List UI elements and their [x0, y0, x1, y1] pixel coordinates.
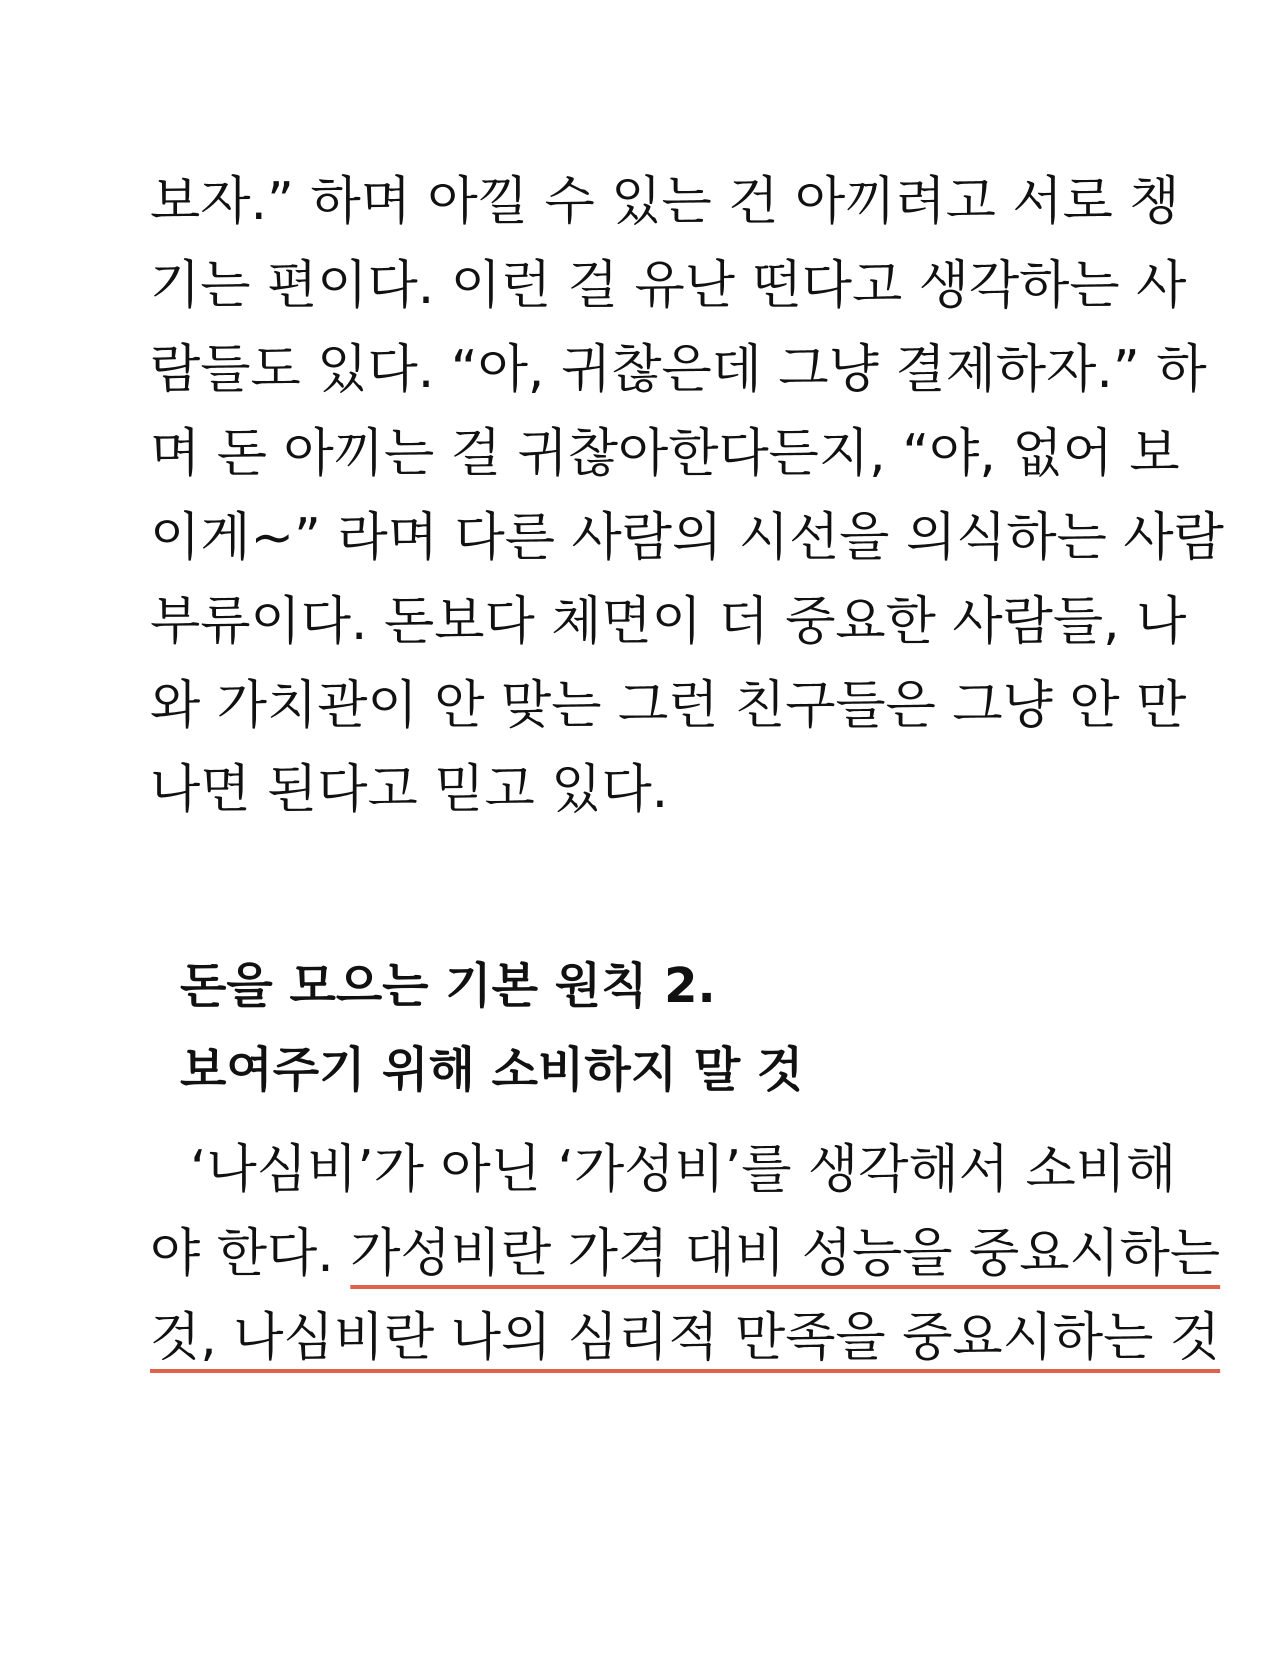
paragraph-line: 기는 편이다. 이런 걸 유난 떤다고 생각하는 사 [150, 256, 1187, 316]
section-heading-title: 돈을 모으는 기본 원칙 2. [180, 958, 716, 1014]
paragraph2-line2 [150, 1212, 1221, 1296]
underlined-definition-text: 것, 나심비란 나의 심리적 만족을 중요시하는 것 [150, 1308, 1221, 1368]
paragraph-line: 나면 된다고 믿고 있다. [150, 760, 669, 820]
paragraph2-line1 [150, 1128, 1177, 1212]
paragraph2-line1-text: ‘나심비’가 아닌 ‘가성비’를 생각해서 소비해 [190, 1140, 1177, 1200]
paragraph2-line3 [150, 1296, 1221, 1380]
paragraph-line: 보자.” 하며 아낄 수 있는 건 아끼려고 서로 챙 [150, 172, 1180, 232]
underlined-definition-text: 가성비란 가격 대비 성능을 중요시하는 [350, 1224, 1221, 1284]
paragraph-line: 며 돈 아끼는 걸 귀찮아한다든지, “야, 없어 보 [150, 424, 1180, 484]
paragraph-line: 람들도 있다. “아, 귀찮은데 그냥 결제하자.” 하 [150, 340, 1207, 400]
paragraph2-line2-plain: 야 한다. [150, 1224, 351, 1284]
paragraph-line: 부류이다. 돈보다 체면이 더 중요한 사람들, 나 [150, 592, 1187, 652]
section-heading-subtitle: 보여주기 위해 소비하지 말 것 [180, 1042, 804, 1098]
paragraph-line: 와 가치관이 안 맞는 그런 친구들은 그냥 안 만 [150, 676, 1187, 736]
paragraph-line: 이게~” 라며 다른 사람의 시선을 의식하는 사람 [150, 508, 1224, 568]
